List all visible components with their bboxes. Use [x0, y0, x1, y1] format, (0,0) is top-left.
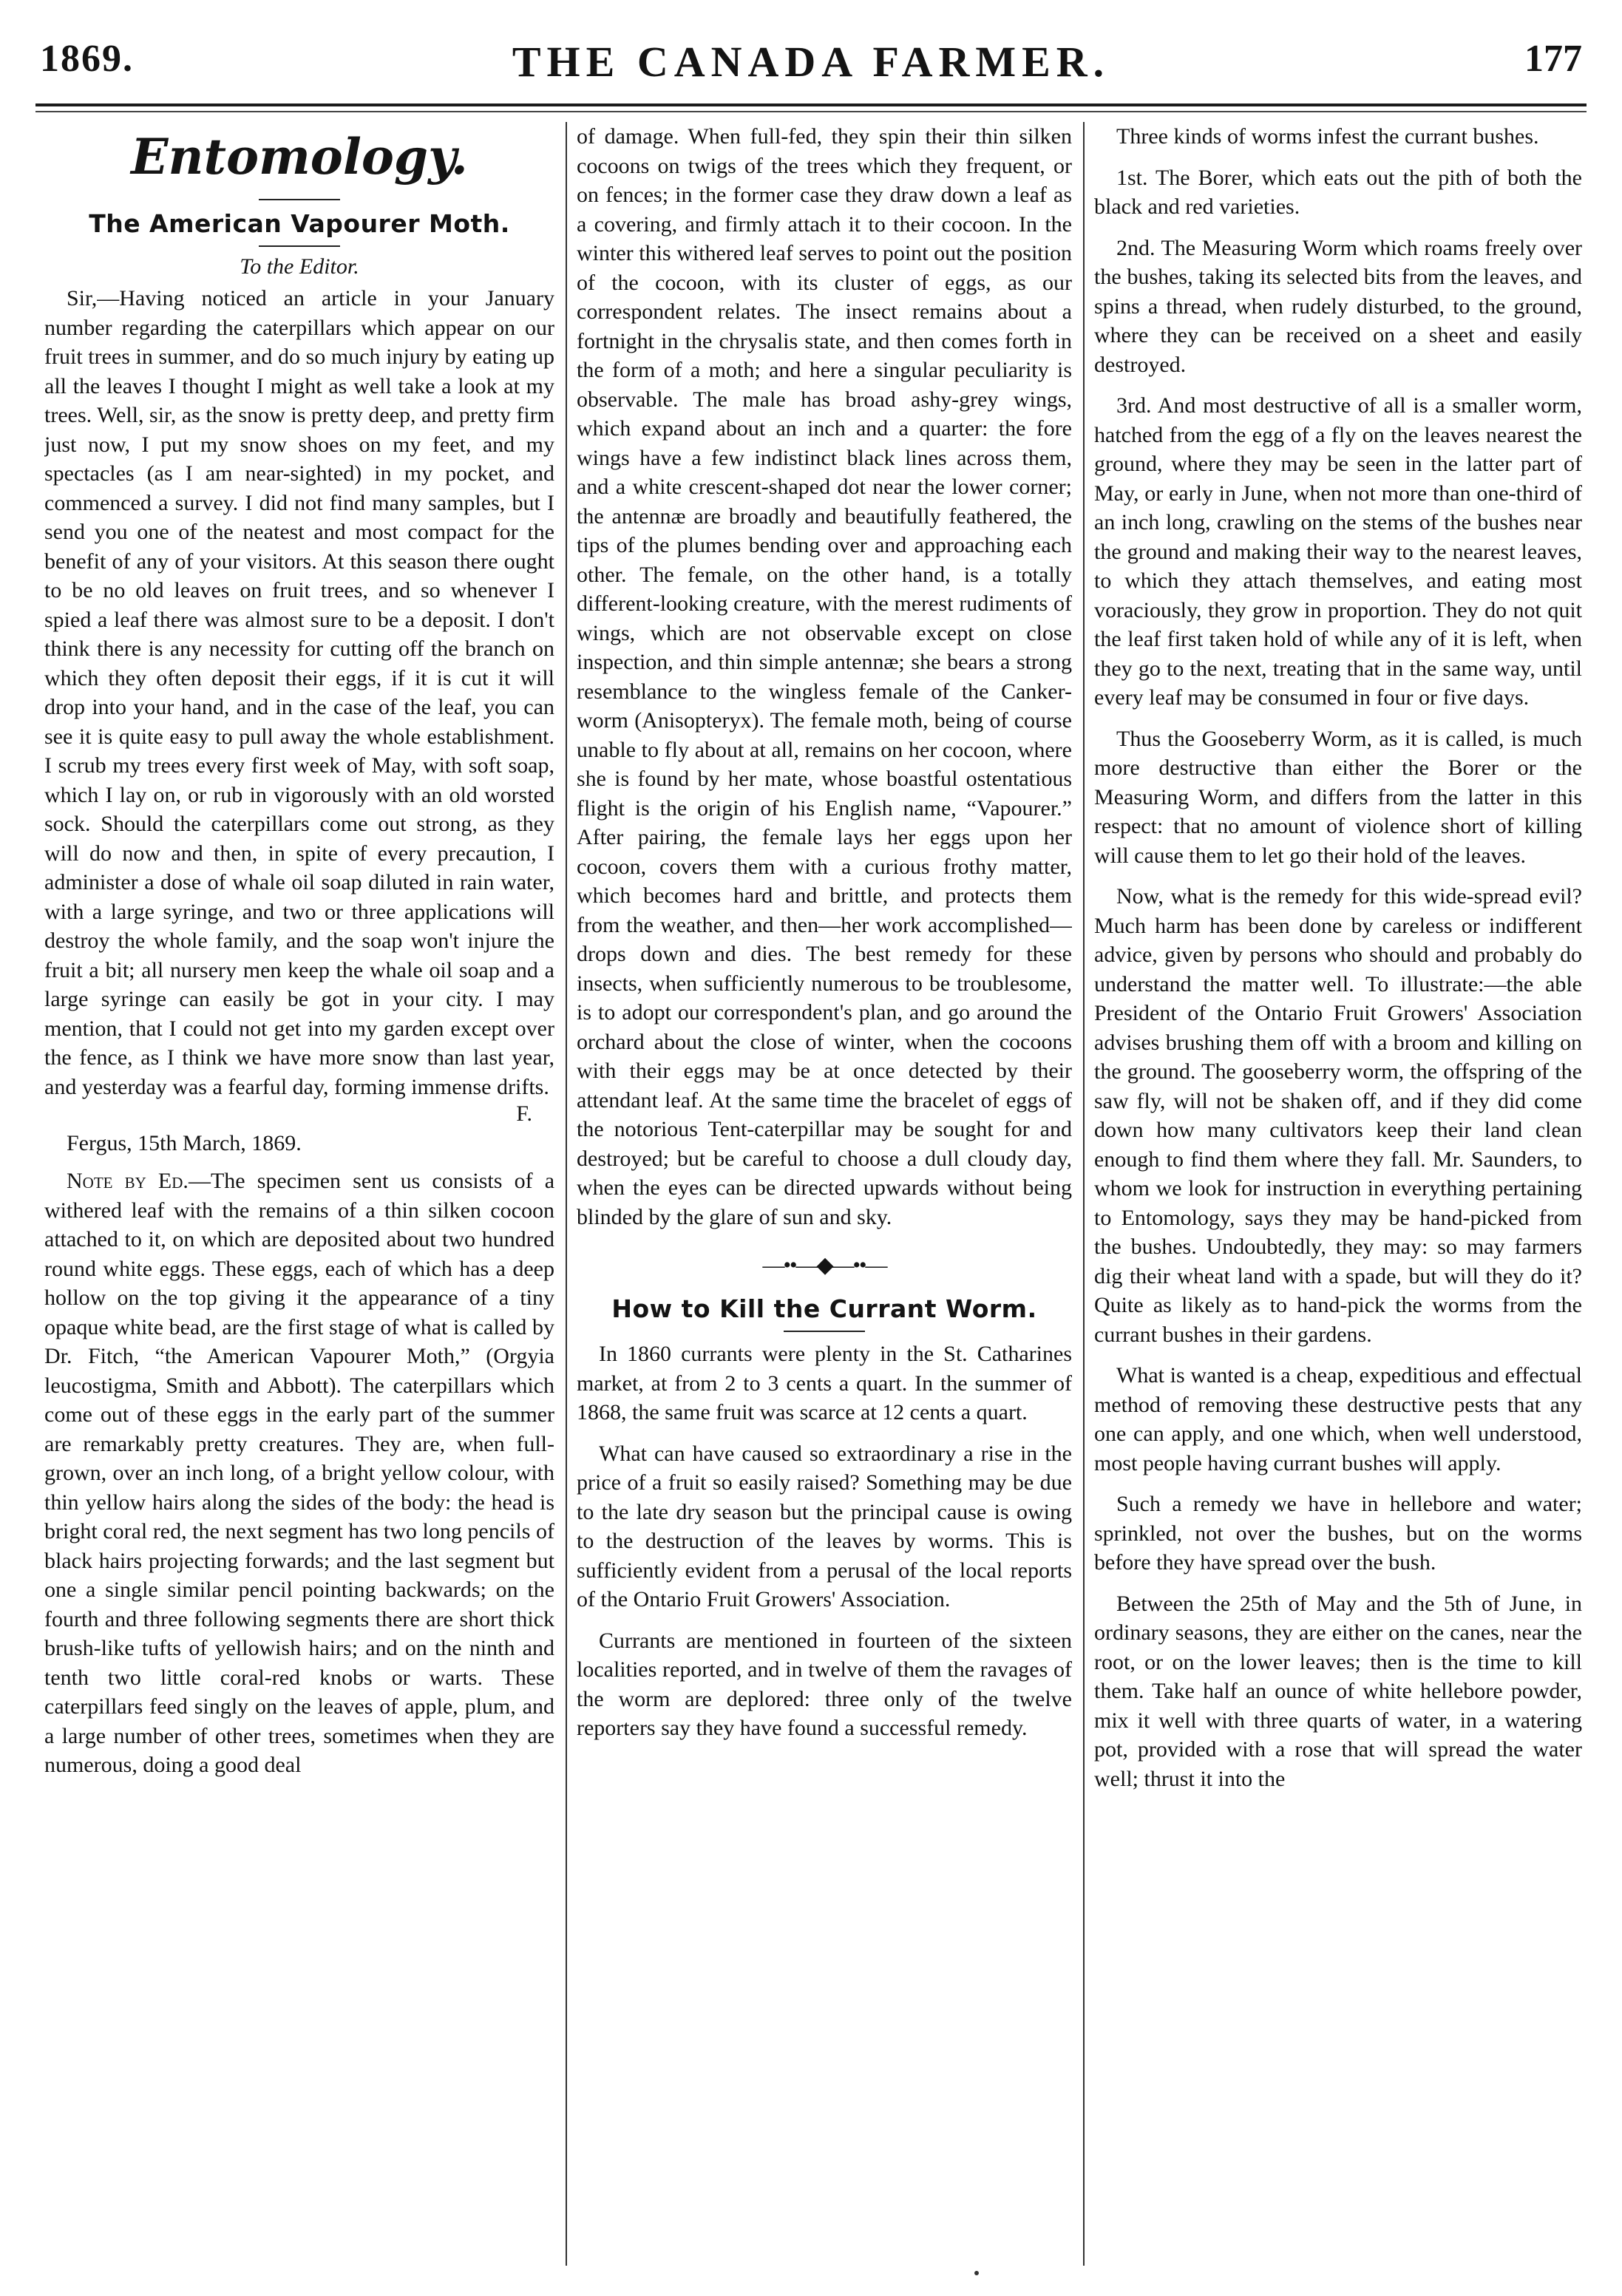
column-2: [577, 122, 1072, 2280]
column-divider: [1083, 122, 1085, 2266]
department-heading: Entomology.: [131, 128, 468, 186]
header-rule: [35, 103, 1587, 106]
paragraph: of damage. When full-fed, they spin their thin silken cocoons on twigs of the trees which they frequent, or on fences; in the former case they draw down a leaf as a covering, and firmly attach it to their cocoon. In the winter this withered leaf serves to point out the position of the cocoon, with its cluster of eggs, as our correspondent relates. The insect remains about a fortnight in the chrysalis state, and then comes forth in the form of a moth; and here a singular peculiarity is observable. The male has broad ashy-grey wings, which expand about an inch and a quarter: the fore wings have a few indistinct black lines across them, and a white crescent-shaped dot near the lower corner; the antennæ are broadly and beautifully feathered, the tips of the plumes bending over and approaching each other. The female, on the other hand, is a totally different-looking creature, with the merest rudiments of wings, which are not observable except on close inspection, and thin simple antennæ; she bears a strong resemblance to the wingless female of the Canker-worm (Anisopteryx). The female moth, being of course unable to fly about at all, remains on her cocoon, where she is found by her mate, whose boastful ostentatious flight is the origin of his English name, “Vapourer.” After pairing, the female lays her eggs upon her cocoon, covers them with a curious frothy matter, which becomes hard and brittle, and protects them from the weather, and then—her work accomplished—drops down and dies. The best remedy for these insects, when sufficiently numerous to be troublesome, is to adopt our correspondent's plan, and go around the orchard about the close of winter, when the cocoons with their eggs may be at once detected by their attendant leaf. At the same time the bracelet of eggs of the notorious Tent-caterpillar may be sought for and destroyed; but be careful to choose a dull cloudy day, when the eyes can be directed upwards without being blinded by the glare of sun and sky.: [577, 124, 1072, 1229]
dateline: Fergus, 15th March, 1869.: [67, 1131, 302, 1155]
paragraph: 2nd. The Measuring Worm which roams freely over the bushes, taking its selected bits from the leaves, and spins a thread, when rudely disturbed, to the ground, where they can be received on a sheet and easily destroyed.: [1094, 235, 1582, 377]
column-1: [44, 122, 554, 2280]
paragraph: 3rd. And most destructive of all is a smaller worm, hatched from the egg of a fly on the leaves nearest the ground, where they may be seen in the latter part of May, or early in June, when not more than one-third of an inch long, crawling on the stems of the bushes near the ground and making their way to the nearest leaves, to which they attach themselves, and eating most voraciously, they grow in proportion. They do not quit the leaf first taken hold of while any of it is left, when they go to the next, treating that in the same way, until every leaf may be consumed in four or five days.: [1094, 393, 1582, 710]
paragraph: 1st. The Borer, which eats out the pith of both the black and red varieties.: [1094, 165, 1582, 219]
note-text: —The specimen sent us consists of a withered leaf with the remains of a thin silken cocoon attached to it, on which are deposited about two hundred round white eggs. These eggs, each of which has a deep hollow on the top giving it the appearance of a tiny opaque white bead, are the first stage of what is called by Dr. Fitch, “the American Vapourer Moth,” (Orgyia leucostigma, Smith and Abbott). The caterpillars which come out of these eggs in the early part of the summer are remarkably pretty creatures. They are, when full-grown, over an inch long, of a bright yellow colour, with thin yellow hairs along the sides of the body: the head is bright coral red, the next segment has two long pencils of black hairs projecting forwards; and the last segment but one a single similar pencil pointing backwards; on the fourth and three following segments there are short thick brush-like tufts of yellowish hairs; and on the ninth and tenth two little coral-red knobs or warts. These caterpillars feed singly on the leaves of apple, plum, and a large number of other trees, sometimes when they are numerous, doing a good deal: [44, 1169, 554, 1777]
page-header: [35, 21, 1587, 102]
ornament-divider: —••—◆—••—: [762, 1253, 886, 1277]
paragraph: Between the 25th of May and the 5th of June, in ordinary seasons, they are either on the canes, near the root, or on the lower leaves; then is the time to kill them. Take half an ounce of white hellebore powder, mix it well with three quarts of water, in a watering pot, provided with a rose that will spread the water well; thrust it into the: [1094, 1591, 1582, 1791]
signature: F.: [516, 1101, 532, 1126]
editor-note: [44, 1166, 554, 1780]
column-3: [1094, 122, 1582, 2280]
divider: [259, 245, 340, 247]
article-title: The American Vapourer Moth.: [89, 209, 510, 238]
paragraph: In 1860 currants were plenty in the St. Catharines market, at from 2 to 3 cents a quart. In the summer of 1868, the same fruit was scarce at 12 cents a quart.: [577, 1342, 1072, 1424]
paragraph: Now, what is the remedy for this wide-spread evil? Much harm has been done by careless or indifferent advice, given by persons who should and probably do understand the matter well. To illustrate:—the able President of the Ontario Fruit Growers' Association advises brushing them off with a broom and killing on the ground. The gooseberry worm, the offspring of the saw fly, will not be shaken off, and if they did come down how many cultivators keep their land clean enough to find them where they fall. Mr. Saunders, to whom we look for instruction in everything pertaining to Entomology, says they may be hand-picked from the bushes. Undoubtedly, they may: so may farmers dig their wheat land with a spade, but will they do it? Quite as likely as to hand-pick the worms from the currant bushes in their gardens.: [1094, 884, 1582, 1347]
divider: [259, 199, 340, 200]
stray-mark: [974, 2271, 979, 2275]
article-title: How to Kill the Currant Worm.: [611, 1294, 1037, 1323]
page-number: 177: [1524, 38, 1582, 80]
newspaper-title: THE CANADA FARMER.: [512, 38, 1110, 86]
paragraph: Three kinds of worms infest the currant bushes.: [1116, 124, 1539, 149]
paragraph: Such a remedy we have in hellebore and water; sprinkled, not over the bushes, but on the worms before they have spread over the bush.: [1094, 1492, 1582, 1575]
column-divider: [566, 122, 567, 2266]
header-rule-thin: [35, 111, 1587, 112]
paragraph: What is wanted is a cheap, expeditious and effectual method of removing these destructive pests that any one can apply, and one which, when well understood, most people having currant bushes will apply.: [1094, 1363, 1582, 1475]
paragraph: Thus the Gooseberry Worm, as it is called, is much more destructive than either the Borer or the Measuring Worm, and differs from the latter in this respect: that no amount of violence short of killing will cause them to let go their hold of the leaves.: [1094, 726, 1582, 868]
note-label: Note by Ed.: [67, 1169, 189, 1193]
divider: [784, 1331, 865, 1332]
letter-body: Sir,—Having noticed an article in your January number regarding the caterpillars which appear on our fruit trees in summer, and do so much injury by eating up all the leaves I thought I might as well take a look at my trees. Well, sir, as the snow is pretty deep, and pretty firm just now, I put my snow shoes on my feet, and my spectacles (as I am near-sighted) in my pocket, and commenced a survey. I did not find many samples, but I send you one of the neatest and most compact for the benefit of any of your visitors. At this season there ought to be no old leaves on fruit trees, and so whenever I spied a leaf there was almost sure to be a deposit. I don't think there is any necessity for cutting off the branch on which they often deposit their eggs, if it is cut it will drop into your hand, and in the case of the leaf, you can see it is quite easy to pull away the whole establishment. I scrub my trees every first week of May, with soft soap, which I lay on, or rub in vigorously with an old worsted sock. Should the caterpillars come out strong, as they will do now and then, in spite of every precaution, I administer a dose of whale oil soap diluted in rain water, with a large syringe, and two or three applications will destroy the whole family, and the soap won't injure the fruit a bit; all nursery men keep the whale oil soap and a large syringe can easily be got in your city. I may mention, that I could not get into my garden except over the fence, as I think we have more snow than last year, and yesterday was a fearful day, forming immense drifts.: [44, 286, 554, 1099]
issue-year: 1869.: [40, 38, 134, 80]
dedication: To the Editor.: [240, 254, 359, 279]
paragraph: Currants are mentioned in fourteen of the sixteen localities reported, and in twelve of them the ravages of the worm are deplored: three only of the twelve reporters say they have found a successful remedy.: [577, 1628, 1072, 1740]
paragraph: What can have caused so extraordinary a rise in the price of a fruit so easily raised? Something may be due to the late dry season but the principal cause is owing to the destruction of the leaves by worms. This is sufficiently evident from a perusal of the local reports of the Ontario Fruit Growers' Association.: [577, 1441, 1072, 1611]
